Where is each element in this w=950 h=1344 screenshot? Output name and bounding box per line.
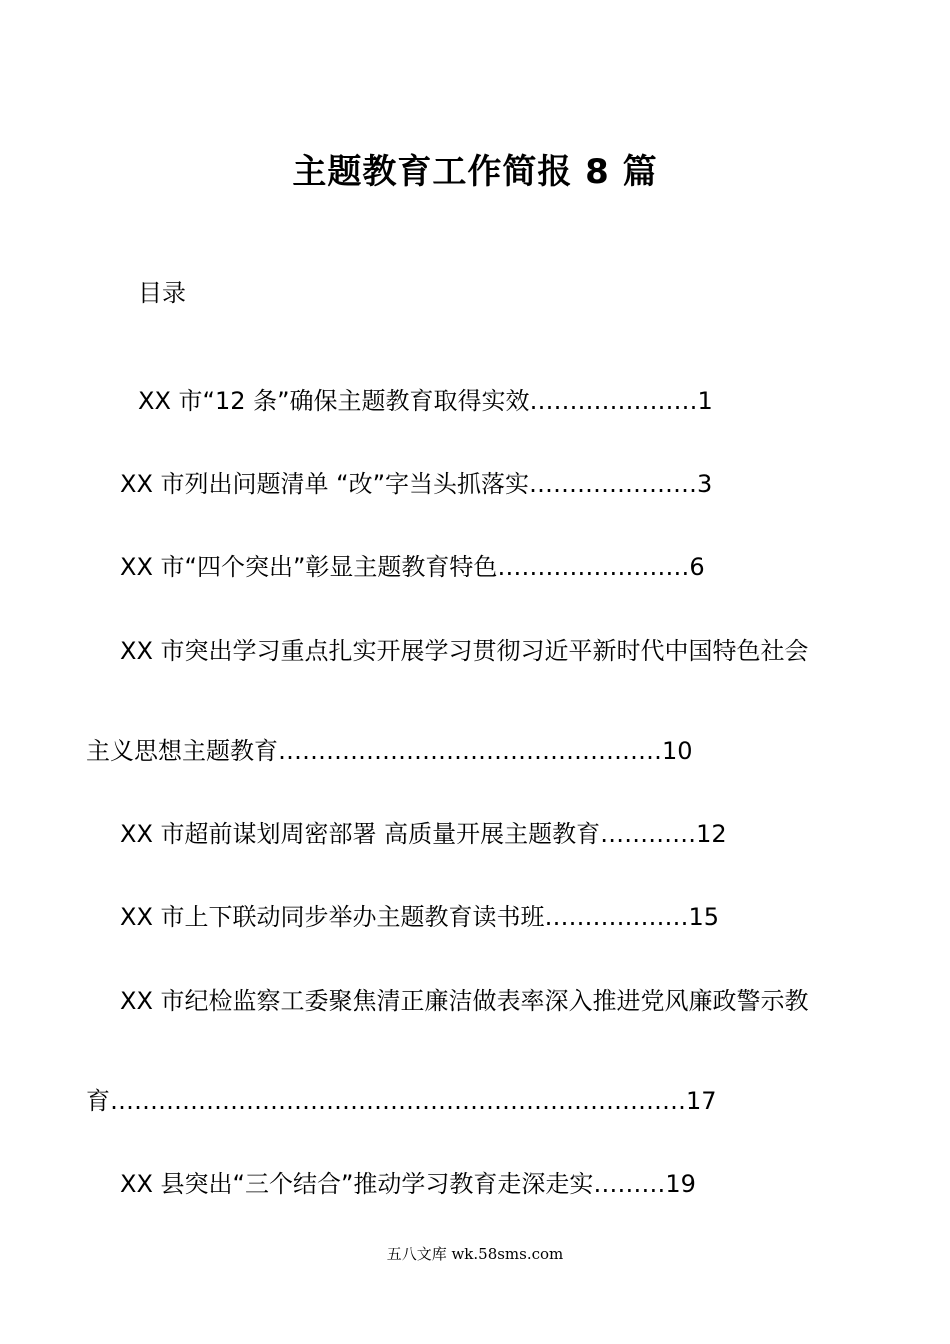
toc-entry-title: XX 县突出“三个结合”推动学习教育走深走实	[120, 1170, 594, 1198]
toc-entry-leader: ………………	[544, 903, 689, 931]
toc-entry-title: XX 市上下联动同步举办主题教育读书班	[120, 903, 545, 931]
toc-entry-leader: ……………………	[497, 553, 690, 581]
toc-entry[interactable]	[120, 900, 719, 934]
toc-entry-leader: ………	[593, 1170, 666, 1198]
toc-entry-page: 19	[665, 1170, 696, 1198]
page-footer: 五八文库 wk.58sms.com	[386, 1245, 564, 1263]
toc-entry[interactable]	[120, 634, 809, 668]
toc-heading: 目录	[138, 279, 186, 307]
toc-entry[interactable]	[120, 1167, 696, 1201]
toc-entry-title: XX 市超前谋划周密部署 高质量开展主题教育	[120, 820, 601, 848]
toc-entry-leader: …………………	[529, 470, 698, 498]
toc-entry-page: 17	[686, 1087, 717, 1115]
toc-entry-title: XX 市纪检监察工委聚焦清正廉洁做表率深入推进党风廉政警示教	[120, 987, 809, 1015]
toc-entry-continuation[interactable]	[86, 1084, 717, 1118]
toc-entry[interactable]	[138, 384, 713, 418]
toc-entry-title: XX 市列出问题清单 “改”字当头抓落实	[120, 470, 530, 498]
toc-entry-leader: …………	[600, 820, 697, 848]
toc-entry-leader: ………………………………………………………………	[110, 1087, 686, 1115]
toc-entry[interactable]	[120, 817, 727, 851]
document-title: 主题教育工作简报 8 篇	[292, 152, 658, 192]
toc-entry-continuation[interactable]	[86, 734, 693, 768]
toc-entry-page: 3	[697, 470, 713, 498]
toc-entry-leader: …………………………………………	[278, 737, 662, 765]
toc-entry[interactable]	[120, 467, 712, 501]
toc-entry-title: 主义思想主题教育	[86, 737, 278, 765]
toc-entry-title: XX 市“12 条”确保主题教育取得实效	[138, 387, 530, 415]
toc-entry-page: 12	[696, 820, 727, 848]
toc-entry-page: 15	[688, 903, 720, 931]
toc-entry-title: 育	[86, 1087, 110, 1115]
toc-entry-page: 10	[662, 737, 693, 765]
toc-entry-page: 1	[697, 387, 713, 415]
toc-entry[interactable]	[120, 984, 809, 1018]
toc-entry[interactable]	[120, 550, 705, 584]
toc-entry-page: 6	[689, 553, 705, 581]
toc-entry-title: XX 市突出学习重点扎实开展学习贯彻习近平新时代中国特色社会	[120, 637, 809, 665]
toc-entry-leader: …………………	[529, 387, 698, 415]
toc-entry-title: XX 市“四个突出”彰显主题教育特色	[120, 553, 498, 581]
